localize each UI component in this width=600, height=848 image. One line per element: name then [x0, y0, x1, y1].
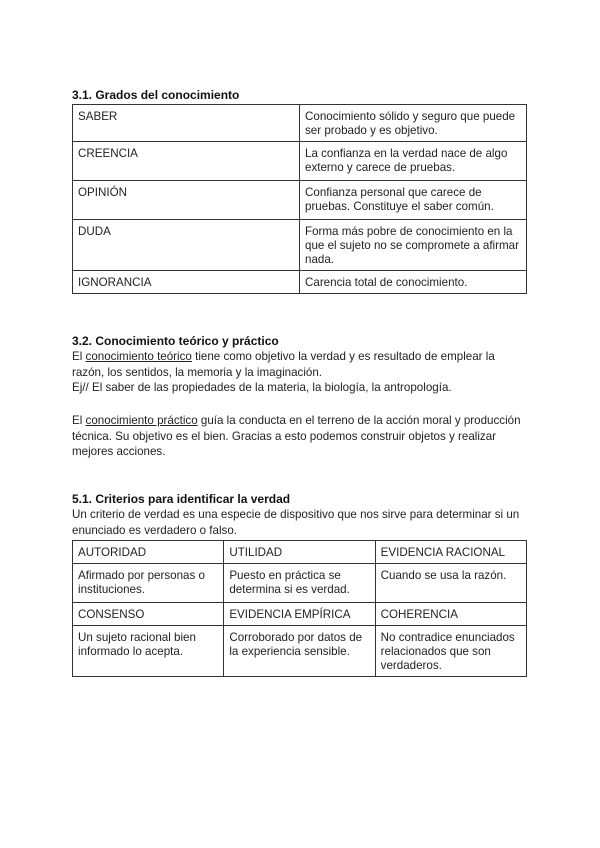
- criterion-name: CONSENSO: [73, 603, 224, 626]
- criterion-definition: Cuando se usa la razón.: [375, 564, 526, 603]
- criterion-definition: Corroborado por datos de la experiencia sensible.: [224, 626, 375, 677]
- text-span: guía la conducta en el terreno de la acción moral y producción técnica. Su objetivo es el bien. Gracias a esto podemos construir objetos y realizar mejores acciones.: [72, 414, 521, 458]
- table-row: [73, 541, 527, 564]
- text-span: tiene como objetivo la verdad y es resultado de emplear la razón, los sentidos, la memoria y la imaginación.: [72, 350, 495, 379]
- paragraph-teorico: [72, 349, 527, 380]
- definition-cell: Confianza personal que carece de pruebas. Constituye el saber común.: [300, 181, 527, 220]
- criterion-definition: Un sujeto racional bien informado lo acepta.: [73, 626, 224, 677]
- paragraph-example: Ej// El saber de las propiedades de la materia, la biología, la antropología.: [72, 381, 452, 394]
- table-row: [73, 603, 527, 626]
- table-row: [73, 181, 527, 220]
- table-row: [73, 626, 527, 677]
- table-row: [73, 564, 527, 603]
- criterion-name: EVIDENCIA RACIONAL: [375, 541, 526, 564]
- table-row: [73, 220, 527, 271]
- grados-table: [72, 104, 527, 294]
- paragraph-practico: [72, 413, 527, 460]
- term-cell: DUDA: [73, 220, 300, 271]
- section-heading-grados: 3.1. Grados del conocimiento: [72, 88, 240, 102]
- table-row: [73, 142, 527, 181]
- section-heading-criterios: 5.1. Criterios para identificar la verdad: [72, 492, 291, 506]
- criterion-name: UTILIDAD: [224, 541, 375, 564]
- criterios-table: [72, 540, 527, 677]
- definition-cell: Forma más pobre de conocimiento en la que el sujeto no se compromete a afirmar nada.: [300, 220, 527, 271]
- term-teorico: conocimiento teórico: [85, 350, 192, 363]
- table-row: [73, 105, 527, 142]
- term-cell: IGNORANCIA: [73, 271, 300, 294]
- definition-cell: Conocimiento sólido y seguro que puede ser probado y es objetivo.: [300, 105, 527, 142]
- table-row: [73, 271, 527, 294]
- text-span: El: [72, 414, 86, 427]
- criterion-definition: Puesto en práctica se determina si es verdad.: [224, 564, 375, 603]
- section-heading-conocimiento: 3.2. Conocimiento teórico y práctico: [72, 334, 279, 348]
- criterion-name: AUTORIDAD: [73, 541, 224, 564]
- definition-cell: La confianza en la verdad nace de algo externo y carece de pruebas.: [300, 142, 527, 181]
- text-span: El: [72, 350, 86, 363]
- term-cell: SABER: [73, 105, 300, 142]
- term-cell: CREENCIA: [73, 142, 300, 181]
- criterion-name: EVIDENCIA EMPÍRICA: [224, 603, 375, 626]
- criterion-definition: No contradice enunciados relacionados que son verdaderos.: [375, 626, 526, 677]
- paragraph-criterio-intro: Un criterio de verdad es una especie de dispositivo que nos sirve para determinar si un enunciado es verdadero o falso.: [72, 508, 520, 537]
- definition-cell: Carencia total de conocimiento.: [300, 271, 527, 294]
- term-cell: OPINIÓN: [73, 181, 300, 220]
- term-practico: conocimiento práctico: [85, 414, 198, 427]
- criterion-name: COHERENCIA: [375, 603, 526, 626]
- criterion-definition: Afirmado por personas o instituciones.: [73, 564, 224, 603]
